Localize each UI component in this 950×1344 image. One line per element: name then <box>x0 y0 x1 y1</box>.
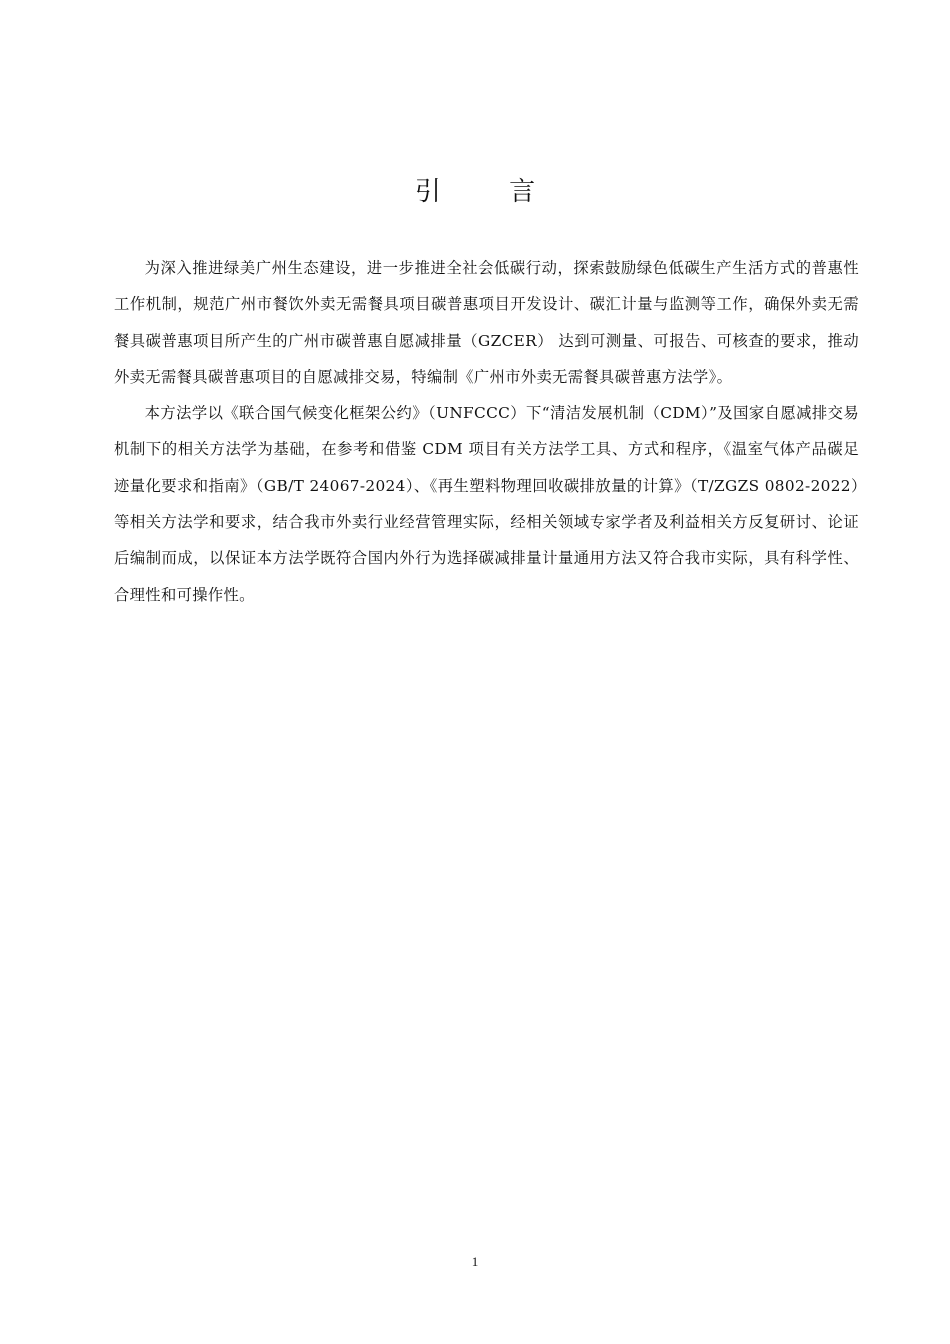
paragraph-basis: 本方法学以《联合国气候变化框架公约》（UNFCCC）下“清洁发展机制（CDM）”及国家自愿减排交易机制下的相关方法学为基础，在参考和借鉴 CDM 项目有关方法学工具、方式和程序，《温室气体产品碳足迹量化要求和指南》（GB/T 24067-2024）、《再生塑料物理回收碳排放量的计算》（T/ZGZS 0802-2022）等相关方法学和要求，结合我市外卖行业经营管理实际，经相关领域专家学者及利益相关方反复研讨、论证后编制而成，以保证本方法学既符合国内外行为选择碳减排量计量通用方法又符合我市实际，具有科学性、合理性和可操作性。 <box>114 404 859 604</box>
body-text <box>114 250 859 613</box>
paragraph-intro: 为深入推进绿美广州生态建设，进一步推进全社会低碳行动，探索鼓励绿色低碳生产生活方式的普惠性工作机制，规范广州市餐饮外卖无需餐具项目碳普惠项目开发设计、碳汇计量与监测等工作，确保外卖无需餐具碳普惠项目所产生的广州市碳普惠自愿减排量（GZCER） 达到可测量、可报告、可核查的要求，推动外卖无需餐具碳普惠项目的自愿减排交易，特编制《广州市外卖无需餐具碳普惠方法学》。 <box>114 259 859 386</box>
page-number: 1 <box>471 1254 479 1269</box>
page-title: 引 言 <box>414 177 566 207</box>
